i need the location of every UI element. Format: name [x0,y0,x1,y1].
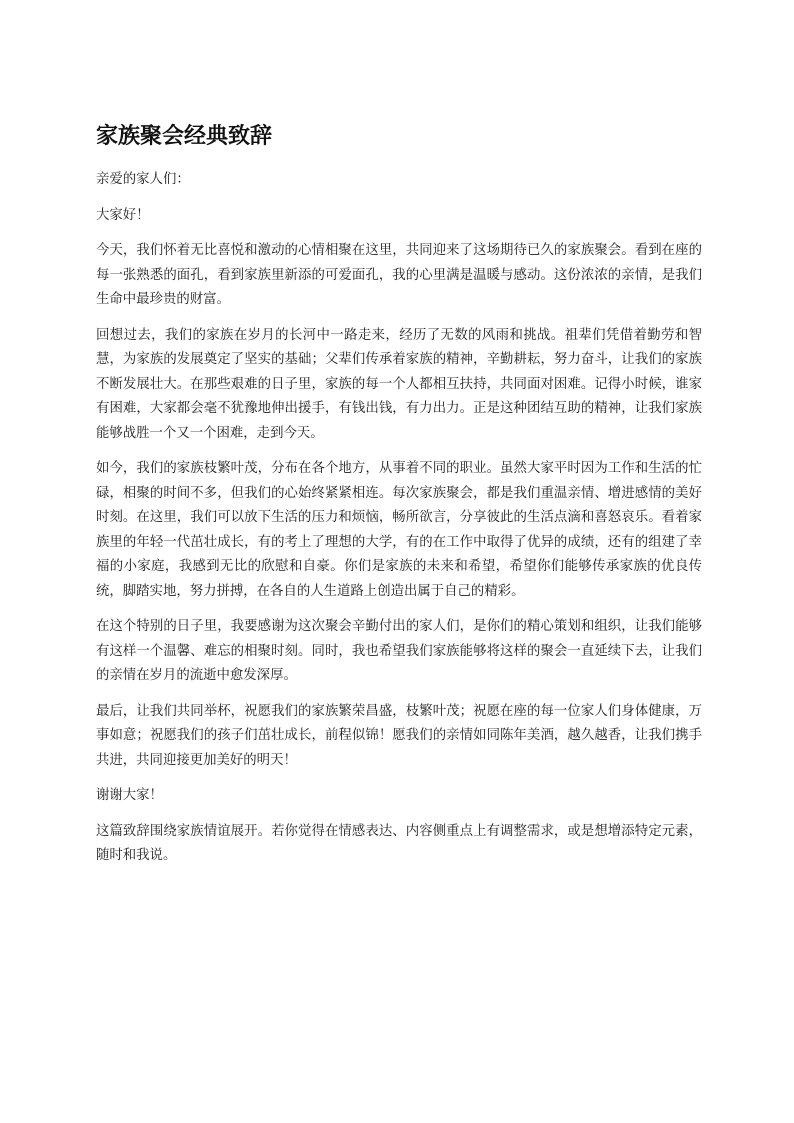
body-paragraph-past: 回想过去，我们的家族在岁月的长河中一路走来，经历了无数的风雨和挑战。祖辈们凭借着勤劳和智慧，为家族的发展奠定了坚实的基础；父辈们传承着家族的精神，辛勤耕耘，努力奋斗，让我们的家族不断发展壮大。在那些艰难的日子里，家族的每一个人都相互扶持，共同面对困难。记得小时候，谁家有困难，大家都会毫不犹豫地伸出援手，有钱出钱，有力出力。正是这种团结互助的精神，让我们家族能够战胜一个又一个困难，走到今天。 [96,327,702,441]
body-paragraph-toast: 最后，让我们共同举杯，祝愿我们的家族繁荣昌盛，枝繁叶茂；祝愿在座的每一位家人们身体健康，万事如意；祝愿我们的孩子们茁壮成长，前程似锦！愿我们的亲情如同陈年美酒，越久越香，让我们携手共进，共同迎接更加美好的明天！ [96,703,702,768]
greeting: 大家好！ [96,207,150,223]
closing-thanks: 谢谢大家！ [96,788,163,803]
assistant-note: 这篇致辞围绕家族情谊展开。若你觉得在情感表达、内容侧重点上有调整需求，或是想增添特定元素，随时和我说。 [96,823,702,863]
body-paragraph-opening: 今天，我们怀着无比喜悦和激动的心情相聚在这里，共同迎来了这场期待已久的家族聚会。看到在座的每一张熟悉的面孔，看到家族里新添的可爱面孔，我的心里满是温暖与感动。这份浓浓的亲情，是我们生命中最珍贵的财富。 [96,243,702,307]
document-page [96,118,702,880]
document-title: 家族聚会经典致辞 [96,124,273,149]
body-paragraph-present: 如今，我们的家族枝繁叶茂，分布在各个地方，从事着不同的职业。虽然大家平时因为工作和生活的忙碌，相聚的时间不多，但我们的心始终紧紧相连。每次家族聚会，都是我们重温亲情、增进感情的美好时刻。在这里，我们可以放下生活的压力和烦恼，畅所欲言，分享彼此的生活点滴和喜怒哀乐。看着家族里的年轻一代茁壮成长，有的考上了理想的大学，有的在工作中取得了优异的成绩，还有的组建了幸福的小家庭，我感到无比的欣慰和自豪。你们是家族的未来和希望，希望你们能够传承家族的优良传统，脚踏实地，努力拼搏，在各自的人生道路上创造出属于自己的精彩。 [96,461,702,599]
salutation: 亲爱的家人们： [96,172,190,187]
body-paragraph-thanks: 在这个特别的日子里，我要感谢为这次聚会辛勤付出的家人们，是你们的精心策划和组织，让我们能够有这样一个温馨、难忘的相聚时刻。同时，我也希望我们家族能够将这样的聚会一直延续下去，让我们的亲情在岁月的流逝中愈发深厚。 [96,619,702,683]
